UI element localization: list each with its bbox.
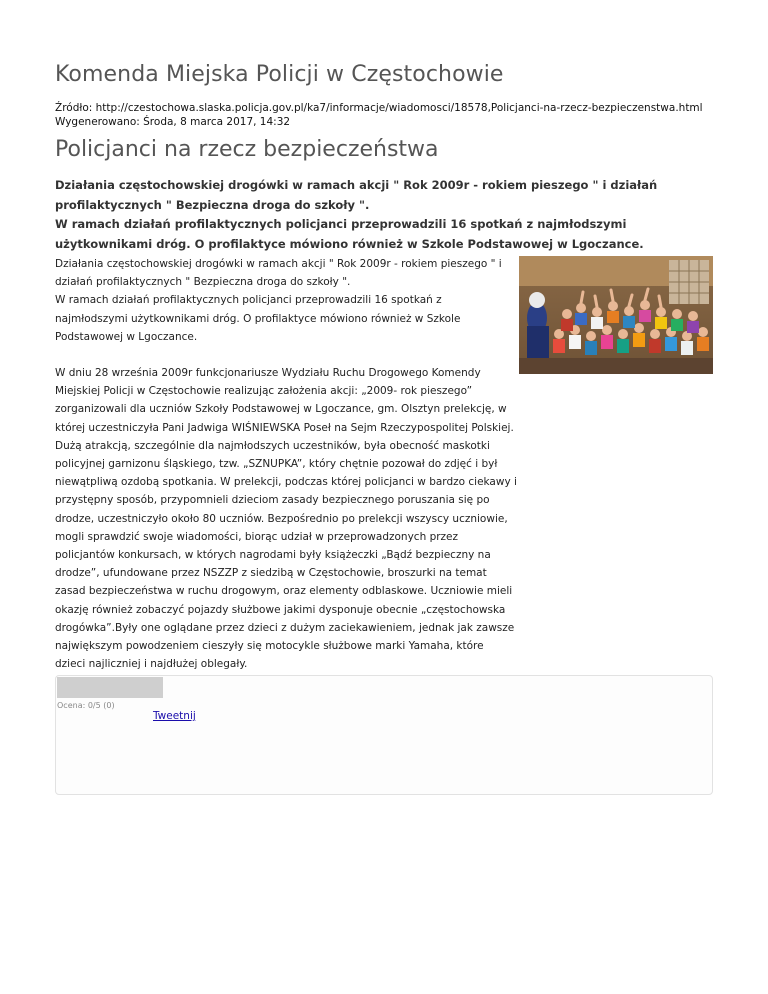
article-title: Policjanci na rzecz bezpieczeństwa (55, 137, 439, 162)
article-lead: Działania częstochowskiej drogówki w ramach akcji " Rok 2009r - rokiem pieszego " i działań profilaktycznych " Bezpieczna droga do szkoły ". W ramach działań profilaktycznych policjanci przeprowadzili 16 spotkań z najmłodszymi użytkownikami dróg. O profilaktyce mówiono również w Szkole Podstawowej w Lgoczance. (55, 178, 658, 251)
article-paragraph: W dniu 28 września 2009r funkcjonariusze Wydziału Ruchu Drogowego Komendy Miejskiej Policji w Częstochowie realizując założenia akcji: „2009- rok pieszego” zorganizowali dla uczniów Szkoły Podstawowej w Lgoczance, gm. Olsztyn prelekcję, w której uczestniczyła Pani Jadwiga WIŚNIEWSKA Poseł na Sejm Rzeczypospolitej Polskiej. Dużą atrakcją, szczególnie dla najmłodszych uczestników, była obecność maskotki policyjnej garnizonu śląskiego, tzw. „SZNUPKA”, który chętnie pozował do zdjęć i był niewątpliwą ozdobą spotkania. W prelekcji, podczas której policjanci w bardzo ciekawy i przystępny sposób, przypomnieli dzieciom zasady bezpiecznego poruszania się po drodze, uczestniczyło około 80 uczniów. Bezpośrednio po prelekcji wszyscy uczniowie, mogli sprawdzić swoje wiadomości, biorąc udział w przeprowadzonych przez policjantów konkursach, w których nagrodami były książeczki „Bądź bezpieczny na drodze”, ufundowane przez NSZZP z siedzibą w Częstochowie, broszurki na temat zasad bezpieczeństwa w ruchu drogowym, oraz elementy odblaskowe. Uczniowie mieli okazję również zobaczyć pojazdy służbowe jakimi dysponuje obecnie „częstochowska drogówka”.Były one oglądane przez dzieci z dużym zaciekawieniem, jednak jak zawsze największym powodzeniem cieszyły się motocykle służbowe marki Yamaha, które dzieci najliczniej i najdłużej oblegały. (55, 367, 517, 671)
rating-label: Ocena: 0/5 (0) (57, 701, 115, 710)
rating-panel (55, 675, 713, 795)
classroom-photo (519, 256, 713, 374)
rating-stars-bar[interactable] (57, 677, 163, 698)
tweet-link[interactable]: Tweetnij (153, 710, 196, 722)
article-body (55, 255, 517, 691)
article-photo (519, 256, 713, 374)
print-meta (55, 101, 703, 129)
source-url: Źródło: http://czestochowa.slaska.policja.gov.pl/ka7/informacje/wiadomosci/18578,Policjanci-na-rzecz-bezpieczenstwa.html (55, 102, 703, 114)
article-paragraph: Działania częstochowskiej drogówki w ramach akcji " Rok 2009r - rokiem pieszego " i działań profilaktycznych " Bezpieczna droga do szkoły ". W ramach działań profilaktycznych policjanci przeprowadzili 16 spotkań z najmłodszymi użytkownikami dróg. O profilaktyce mówiono również w Szkole Podstawowej w Lgoczance. (55, 258, 502, 343)
generated-date: Wygenerowano: Środa, 8 marca 2017, 14:32 (55, 116, 291, 128)
site-title: Komenda Miejska Policji w Częstochowie (55, 62, 504, 87)
